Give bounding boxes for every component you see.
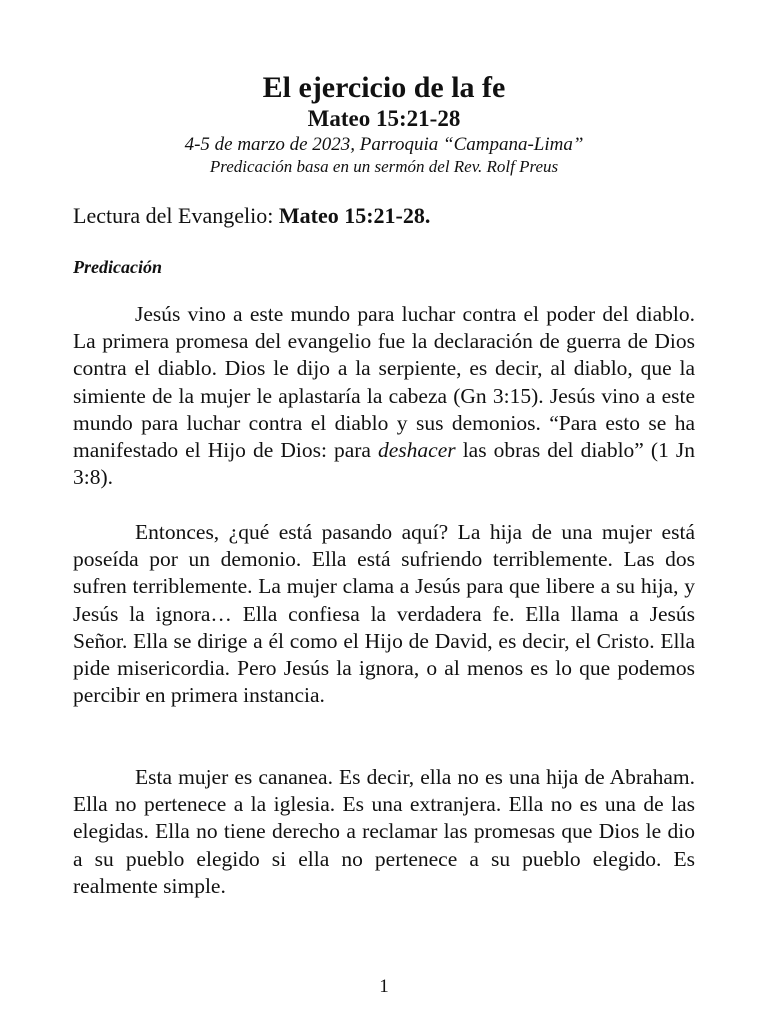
page-title: El ejercicio de la fe bbox=[262, 71, 506, 104]
paragraph bbox=[73, 301, 695, 491]
gospel-reading-label: Lectura del Evangelio: bbox=[73, 203, 279, 228]
sermon-header bbox=[0, 70, 768, 177]
paragraph: Esta mujer es cananea. Es decir, ella no es una hija de Abraham. Ella no pertenece a la iglesia. Es una extranjera. Ella no es una de las elegidas. Ella no tiene derecho a reclamar las promesas que Dios le dio a su pueblo elegido si ella no pertenece a su pueblo elegido. Es realmente simple. bbox=[73, 765, 695, 898]
section-heading: Predicación bbox=[73, 257, 162, 277]
gospel-reading-line bbox=[73, 202, 430, 230]
sermon-source: Predicación basa en un sermón del Rev. Rolf Preus bbox=[209, 157, 559, 176]
date-and-parish: 4-5 de marzo de 2023, Parroquia “Campana-Lima” bbox=[184, 134, 584, 155]
emphasized-word: deshacer bbox=[378, 438, 456, 463]
paragraph: Entonces, ¿qué está pasando aquí? La hija de una mujer está poseída por un demonio. Ella está sufriendo terriblemente. Las dos sufren terriblemente. La mujer clama a Jesús para que libere a su hija, y Jesús la ignora… Ella confiesa la verdadera fe. Ella llama a Jesús Señor. Ella se dirige a él como el Hijo de David, es decir, el Cristo. Ella pide misericordia. Pero Jesús la ignora, o al menos es lo que podemos percibir en primera instancia. bbox=[73, 520, 695, 708]
scripture-reference: Mateo 15:21-28 bbox=[307, 106, 461, 131]
gospel-reading-reference: Mateo 15:21-28. bbox=[278, 203, 431, 228]
paragraph-text: Jesús vino a este mundo para luchar contra el poder del diablo. La primera promesa del evangelio fue la declaración de guerra de Dios contra el diablo. Dios le dijo a la serpiente, es decir, al diablo, que la simiente de la mujer le aplastaría la cabeza (Gn 3:15). Jesús vino a este mundo para luchar contra el diablo y sus demonios. “Para esto se ha manifestado el Hijo de Dios: para bbox=[73, 302, 695, 463]
page-number: 1 bbox=[379, 976, 389, 997]
paragraph-text: las obras del diablo” (1 Jn 3:8). bbox=[73, 438, 695, 490]
